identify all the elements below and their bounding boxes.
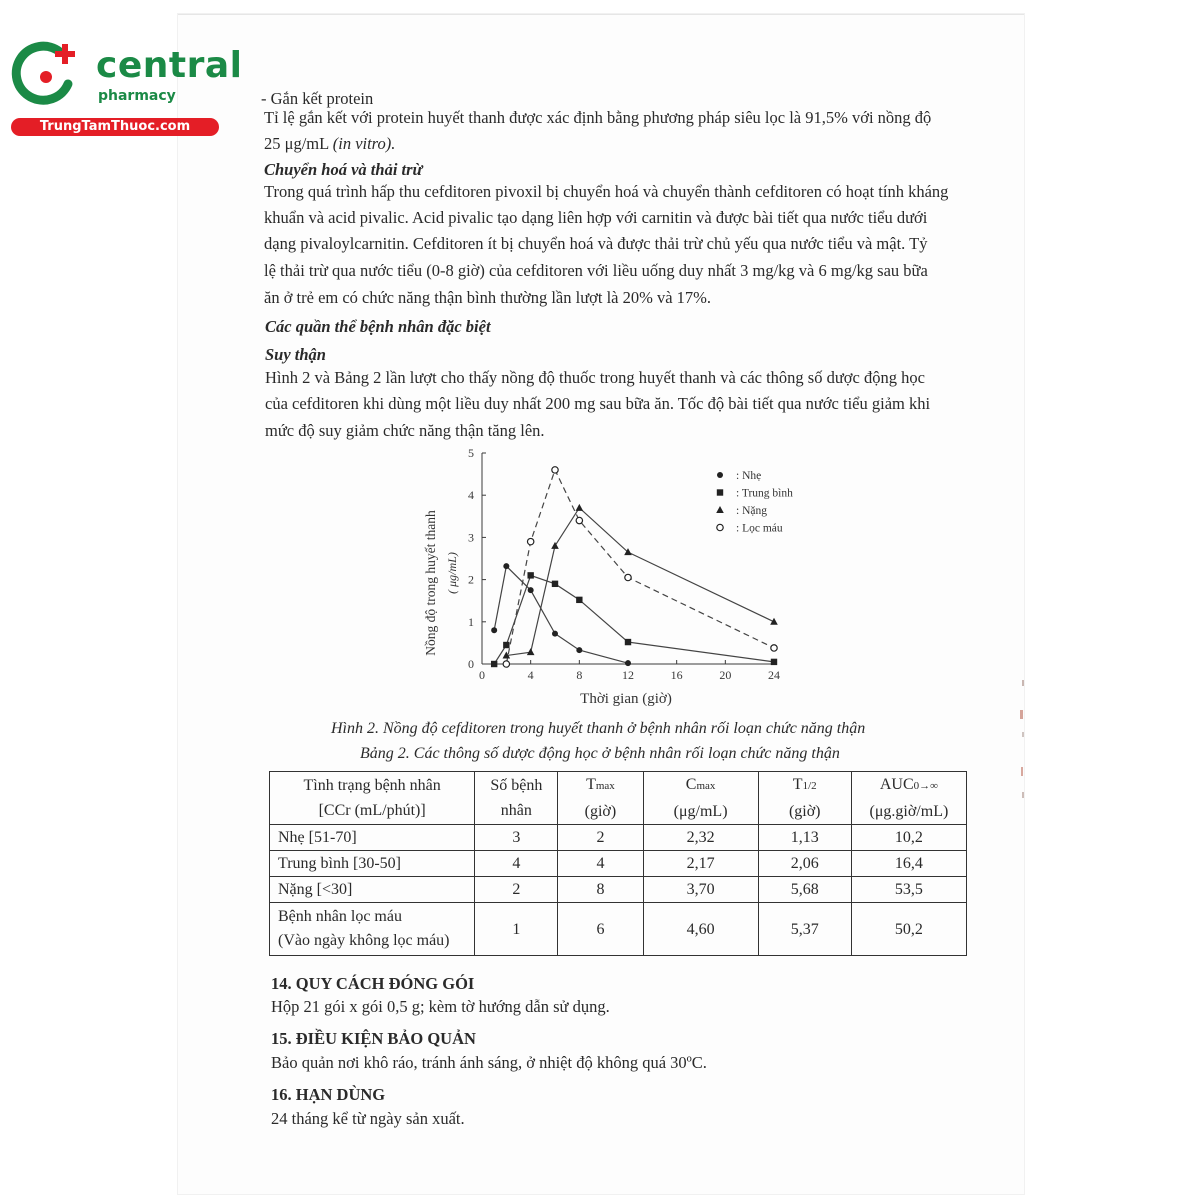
header-tmax-sub: max: [595, 780, 615, 792]
x-tick-label: 20: [719, 668, 732, 682]
header-cmax: [643, 772, 758, 825]
data-point-0-0: [491, 627, 497, 633]
data-point-1-3: [552, 581, 558, 587]
metabolism-heading: Chuyển hoá và thải trừ: [264, 160, 423, 179]
data-point-1-2: [527, 572, 533, 578]
data-point-0-2: [528, 587, 534, 593]
data-point-0-3: [552, 631, 558, 637]
metabolism-line-5: ăn ở trẻ em có chức năng thận bình thường lần lượt là 20% và 17%.: [264, 288, 712, 307]
data-point-2-2: [551, 542, 559, 549]
x-tick-label: 0: [479, 668, 485, 682]
special-populations-heading: Các quần thể bệnh nhân đặc biệt: [265, 317, 491, 336]
header-count-line-2: nhân: [500, 802, 532, 819]
data-point-1-4: [576, 597, 582, 603]
table-row: [270, 903, 967, 956]
header-status: [270, 772, 475, 825]
cell-t12: 1,13: [758, 825, 851, 851]
logo-site-link[interactable]: TrungTamThuoc.com: [11, 118, 219, 136]
protein-line-1: Tỉ lệ gắn kết với protein huyết thanh được xác định bằng phương pháp siêu lọc là 91,5% với nồng độ: [264, 108, 932, 127]
renal-heading: Suy thận: [265, 345, 326, 364]
table-row: [270, 877, 967, 903]
section-14-heading: 14. QUY CÁCH ĐÓNG GÓI: [271, 974, 475, 993]
header-tmax: [558, 772, 643, 825]
pharmacokinetics-table: [269, 771, 967, 956]
y-tick-label: 3: [468, 530, 474, 545]
section-15-text: Bảo quản nơi khô ráo, tránh ánh sáng, ở nhiệt độ không quá 30ºC.: [271, 1053, 707, 1072]
cell-count: 1: [475, 903, 558, 956]
table-row: [270, 825, 967, 851]
section-16-heading: 16. HẠN DÙNG: [271, 1085, 386, 1104]
series-line-2: [506, 508, 774, 656]
header-auc-main: AUC: [879, 776, 914, 793]
chart-series-group: [491, 467, 778, 668]
data-point-3-4: [625, 574, 631, 580]
cell-cmax: 3,70: [643, 877, 758, 903]
legend-marker-2: [716, 506, 724, 513]
header-auc-line-1: [856, 772, 962, 799]
header-t12-unit: (giờ): [788, 803, 821, 820]
header-cmax-main: C: [685, 776, 697, 793]
header-auc: [851, 772, 966, 825]
cell-auc: 50,2: [851, 903, 966, 956]
pharmacy-logo[interactable]: [10, 38, 243, 138]
central-pharmacy-logo-icon: [10, 38, 82, 110]
cell-t12: 2,06: [758, 851, 851, 877]
data-point-2-5: [770, 618, 778, 625]
metabolism-line-4: lệ thải trừ qua nước tiểu (0-8 giờ) của cefditoren với liều uống duy nhất 3 mg/kg và 6 mg/kg sau bữa: [264, 261, 928, 280]
legend-label-3: : Lọc máu: [736, 522, 783, 535]
table-header-row: [270, 772, 967, 825]
header-t12-sub: 1/2: [802, 780, 817, 792]
protein-line-2-italic: (in vitro).: [332, 134, 396, 153]
series-line-1: [494, 575, 774, 664]
y-tick-label: 4: [468, 488, 474, 503]
header-status-line-2: [CCr (mL/phút)]: [318, 802, 426, 819]
data-point-1-6: [771, 659, 777, 665]
table-row: [270, 851, 967, 877]
cell-cmax: 4,60: [643, 903, 758, 956]
legend-marker-0: [717, 472, 723, 478]
section-14-text: Hộp 21 gói x gói 0,5 g; kèm tờ hướng dẫn sử dụng.: [271, 997, 610, 1016]
header-tmax-line-1: [562, 772, 638, 799]
x-tick-label: 16: [670, 668, 683, 682]
cell-t12: 5,37: [758, 903, 851, 956]
data-point-0-1: [503, 563, 509, 569]
data-point-3-0: [503, 661, 509, 667]
cell-count: 2: [475, 877, 558, 903]
cell-count: 4: [475, 851, 558, 877]
series-line-0: [494, 566, 628, 663]
data-point-2-3: [576, 504, 584, 511]
legend-label-2: : Nặng: [736, 505, 767, 517]
header-t12: [758, 772, 851, 825]
chart-legend: [716, 470, 793, 535]
metabolism-line-3: dạng pivaloylcarnitin. Cefditoren ít bị chuyển hoá và được thải trừ chủ yếu qua nước tiểu và mật. Tỷ: [264, 234, 928, 253]
protein-line-2: [264, 134, 395, 154]
cell-tmax: 6: [558, 903, 643, 956]
cell-cmax: 2,17: [643, 851, 758, 877]
cell-count: 3: [475, 825, 558, 851]
legend-marker-1: [717, 489, 723, 495]
cell-status-line-2: (Vào ngày không lọc máu): [278, 932, 450, 949]
table-caption: Bảng 2. Các thông số dược động học ở bệnh nhân rối loạn chức năng thận: [360, 745, 840, 762]
header-auc-sub: 0→∞: [913, 780, 938, 792]
header-status-line-1: Tình trạng bệnh nhân: [303, 777, 441, 794]
header-t12-line-1: [763, 772, 847, 799]
cell-status: [270, 903, 475, 956]
cell-status-line-1: Bệnh nhân lọc máu: [278, 908, 402, 925]
x-tick-label: 12: [622, 668, 634, 682]
chart-y-axis-label: Nồng độ trong huyết thanh: [423, 510, 438, 656]
chart-x-axis-label: Thời gian (giờ): [580, 691, 672, 707]
y-tick-label: 5: [468, 446, 474, 460]
cell-status: Trung bình [30-50]: [270, 851, 475, 877]
header-t12-main: T: [792, 776, 803, 793]
cell-auc: 16,4: [851, 851, 966, 877]
metabolism-line-2: khuẩn và acid pivalic. Acid pivalic tạo dạng liên hợp với carnitin và được bài tiết qua nước tiểu dưới: [264, 208, 928, 227]
data-point-3-5: [771, 645, 777, 651]
figure-caption: Hình 2. Nồng độ cefditoren trong huyết thanh ở bệnh nhân rối loạn chức năng thận: [331, 720, 866, 737]
page-top-edge: [178, 14, 1024, 15]
legend-label-1: : Trung bình: [736, 487, 793, 500]
scan-margin-marks: [1018, 672, 1028, 822]
metabolism-line-1: Trong quá trình hấp thu cefditoren pivoxil bị chuyển hoá và chuyển thành cefditoren có hoạt tính kháng: [264, 182, 949, 201]
header-count: [475, 772, 558, 825]
header-count-line-1: Số bệnh: [490, 777, 543, 794]
cell-cmax: 2,32: [643, 825, 758, 851]
section-16-text: 24 tháng kể từ ngày sản xuất.: [271, 1109, 465, 1128]
protein-heading: - Gắn kết protein: [261, 89, 374, 108]
chart-axes: [468, 446, 780, 682]
concentration-chart: [418, 445, 818, 710]
legend-marker-3: [717, 524, 723, 530]
series-line-3: [506, 470, 774, 664]
renal-line-3: mức độ suy giảm chức năng thận tăng lên.: [265, 421, 545, 440]
cell-auc: 10,2: [851, 825, 966, 851]
data-point-1-5: [625, 639, 631, 645]
data-point-0-5: [625, 660, 631, 666]
x-tick-label: 4: [527, 668, 534, 682]
legend-label-0: : Nhẹ: [736, 470, 762, 482]
cell-auc: 53,5: [851, 877, 966, 903]
cell-tmax: 2: [558, 825, 643, 851]
section-15-heading: 15. ĐIỀU KIỆN BẢO QUẢN: [271, 1029, 476, 1048]
header-tmax-main: T: [586, 776, 596, 793]
protein-line-2-text: 25 μg/mL: [264, 134, 333, 153]
data-point-1-1: [503, 642, 509, 648]
renal-line-2: của cefditoren khi dùng một liều duy nhất 200 mg sau bữa ăn. Tốc độ bài tiết qua nước tiểu giảm khi: [265, 394, 931, 413]
cell-status: Nặng [<30]: [270, 877, 475, 903]
header-cmax-unit: (μg/mL): [673, 803, 728, 820]
x-tick-label: 8: [576, 668, 583, 682]
y-tick-label: 1: [468, 614, 474, 629]
header-cmax-line-1: [648, 772, 754, 799]
chart-y-axis-unit: ( μg/mL): [445, 552, 459, 594]
data-point-3-3: [576, 517, 582, 523]
header-cmax-sub: max: [696, 780, 716, 792]
cell-status: Nhẹ [51-70]: [270, 825, 475, 851]
header-tmax-unit: (giờ): [584, 803, 617, 820]
data-point-1-0: [491, 661, 497, 667]
logo-sub-text: pharmacy: [98, 88, 176, 104]
header-auc-unit: (μg.giờ/mL): [869, 803, 949, 820]
data-point-0-4: [576, 647, 582, 653]
data-point-3-1: [527, 538, 533, 544]
data-point-2-1: [527, 648, 535, 655]
cell-tmax: 4: [558, 851, 643, 877]
renal-line-1: Hình 2 và Bảng 2 lần lượt cho thấy nồng độ thuốc trong huyết thanh và các thông số dược động học: [265, 368, 925, 387]
cell-t12: 5,68: [758, 877, 851, 903]
y-tick-label: 0: [468, 657, 474, 671]
data-point-3-2: [552, 467, 558, 473]
logo-brand-text: central: [96, 45, 243, 86]
x-tick-label: 24: [768, 668, 780, 682]
cell-tmax: 8: [558, 877, 643, 903]
y-tick-label: 2: [468, 572, 474, 587]
